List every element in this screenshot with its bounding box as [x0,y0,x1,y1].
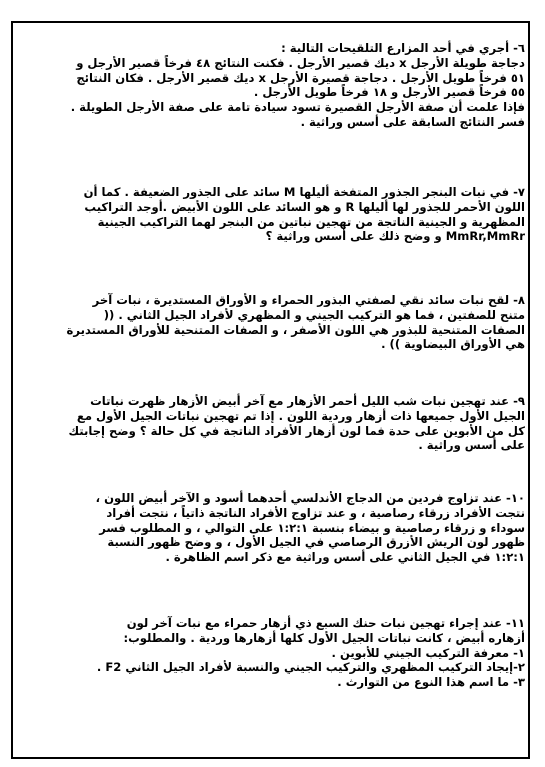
question-10-line-2: نتجت الأفراد زرقاء رصاصية ، و عند تزاوج الأفراد الناتجة ذاتياً ، نتجت أفراد [106,505,525,520]
question-6-line-1: ٦- أجري في أحد المزارع التلقيحات التالية : [281,41,525,55]
question-9-line-4: على أسس وراثية . [418,438,525,453]
question-11-line-4: ٢-إيجاد التركيب المظهري والتركيب الجيني والنسبة لأفراد الجيل الثاني F2 . [96,660,525,675]
question-9-line-1: ٩- عند تهجين نبات شب الليل أحمر الأزهار مع آخر أبيض الأزهار ظهرت نباتات [90,394,525,408]
question-8-line-3: الصفات المتنحية للبذور هي اللون الأصفر ، و الصفات المتنحية للأوراق المستديرة [66,322,525,337]
question-8 [18,293,525,352]
question-10 [18,491,525,565]
question-9 [18,394,525,453]
question-6-line-3: ٥١ فرخاً طويل الأرجل . دجاجة قصيرة الأرجل x ديك قصير الأرجل . فكان النتائج [76,70,525,85]
question-6-line-6: فسر النتائج السابقة على أسس وراثية . [300,114,525,129]
question-11-line-5: ٣- ما اسم هذا النوع من التوارث . [337,675,525,690]
question-7-line-4: MmRr,MmRr و وضح ذلك على أسس وراثية ؟ [265,229,525,244]
question-10-line-3: سوداء و زرقاء رصاصية و بيضاء بنسبة ١:٢:١ على التوالي ، و المطلوب فسر [99,520,525,535]
question-11-line-1: ١١- عند إجراء تهجين نبات حنك السبع ذي أزهار حمراء مع نبات آخر لون [126,616,525,630]
question-6-line-5: فإذا علمت أن صفة الأرجل القصيرة تسود سيادة تامة على صفة الأرجل الطويلة . [70,100,525,115]
question-8-line-2: متنح للصفتين ، فما هو التركيب الجيني و المظهري لأفراد الجيل الثاني . (( [103,307,525,322]
question-10-line-5: ١:٢:١ في الجيل الثاني على أسس وراثية مع ذكر اسم الظاهرة . [165,550,525,565]
question-11 [18,616,525,690]
question-10-line-4: ظهور لون الريش الأزرق الرصاصي في الجيل الأول ، و وضح ظهور النسبة [107,535,525,550]
question-11-line-2: أزهاره أبيض ، كانت نباتات الجيل الأول كلها أزهارها وردية . والمطلوب: [123,630,525,645]
question-7-line-2: اللون الأحمر للجذور لها أليلها R و هو السائد على اللون الأبيض .أوجد التراكيب [84,199,525,214]
question-10-line-1: ١٠- عند تزاوج فردين من الدجاج الأندلسي أحدهما أسود و الآخر أبيض اللون ، [95,491,525,505]
question-7-line-3: المظهرية و الجينية الناتجة من تهجين نباتين من البنجر لهما التراكيب الجينية [97,214,525,229]
question-11-line-3: ١- معرفة التركيب الجيني للأبوين . [331,645,525,660]
question-8-line-4: هي الأوراق البيضاوية )) . [381,337,525,352]
question-9-line-3: كل من الأبوين على حدة فما لون أزهار الأفراد الناتجة في كل حالة ؟ وضح إجابتك [68,423,525,438]
question-8-line-1: ٨- لقح نبات سائد نقي لصفتي البذور الحمراء و الأوراق المستديرة ، نبات آخر [92,293,525,307]
question-7 [18,185,525,244]
question-6 [18,41,525,130]
question-6-line-2: دجاجة طويلة الأرجل x ديك قصير الأرجل . فكنت النتائج ٤٨ فرخاً قصير الأرجل و [76,55,525,70]
question-6-line-4: ٥٥ فرخاً قصير الأرجل و ١٨ فرخاً طويل الأرجل . [253,85,525,100]
question-9-line-2: الجيل الأول جميعها ذات أزهار وردية اللون . إذا تم تهجين نباتات الجيل الأول مع [76,408,525,423]
question-7-line-1: ٧- في نبات البنجر الجذور المتفخة أليلها M سائد على الجذور الضعيفة . كما أن [83,185,525,199]
